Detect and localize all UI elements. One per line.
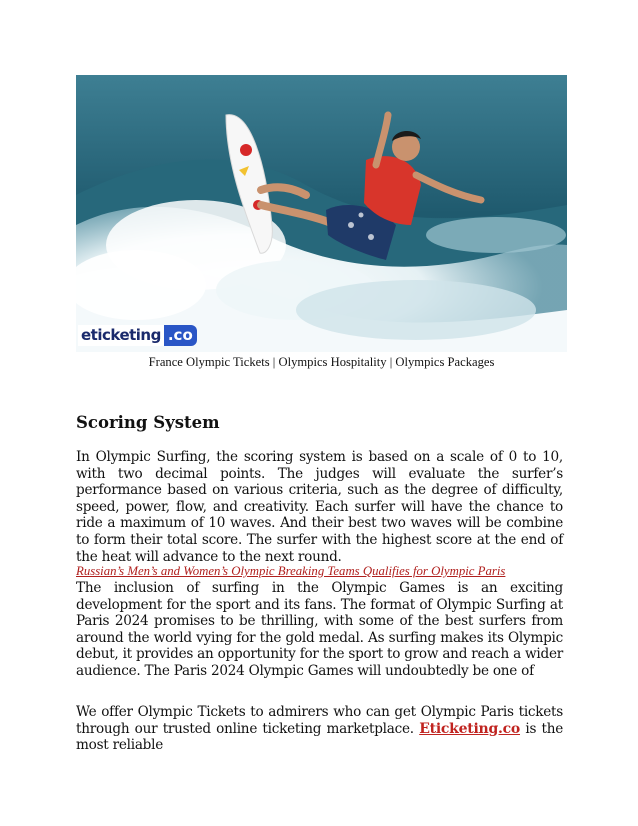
breaking-teams-link[interactable]: Russian’s Men’s and Women’s Olympic Breaking Teams Qualifies for Olympic Paris [76,564,506,578]
surfing-photo [76,75,567,352]
tickets-text-before: We offer Olympic Tickets to admirers who can get Olympic Paris tickets through our trusted online ticketing marketplace. [76,704,563,737]
eticketing-link[interactable]: Eticketing.co [419,720,521,737]
tickets-text-after: is the most reliable [76,720,564,754]
eticketing-logo [78,325,197,346]
scoring-paragraph: In Olympic Surfing, the scoring system is based on a scale of 0 to 10, with two decimal points. The judges will evaluate the surfer’s performance based on various criteria, such as the degree of difficulty, speed, power, flow, and creativity. Each surfer will have the chance to ride a maximum of 10 waves. And their best two waves will be combine to form their total score. The surfer with the highest score at the end of the heat will advance to the next round. [76,449,563,565]
image-caption: France Olympic Tickets | Olympics Hospitality | Olympics Packages [148,355,495,369]
logo-tld: .co [164,325,197,346]
format-paragraph: The inclusion of surfing in the Olympic Games is an exciting development for the sport and its fans. The format of Olympic Surfing at Paris 2024 promises to be thrilling, with some of the best surfers from around the world vying for the gold medal. As surfing makes its Olympic debut, it provides an opportunity for the sport to grow and reach a wider audience. The Paris 2024 Olympic Games will undoubtedly be one of [76,580,563,679]
tickets-paragraph [76,704,563,754]
section-heading: Scoring System [76,413,220,432]
logo-word: eticketing [78,325,164,346]
surfer-illustration [76,75,567,352]
